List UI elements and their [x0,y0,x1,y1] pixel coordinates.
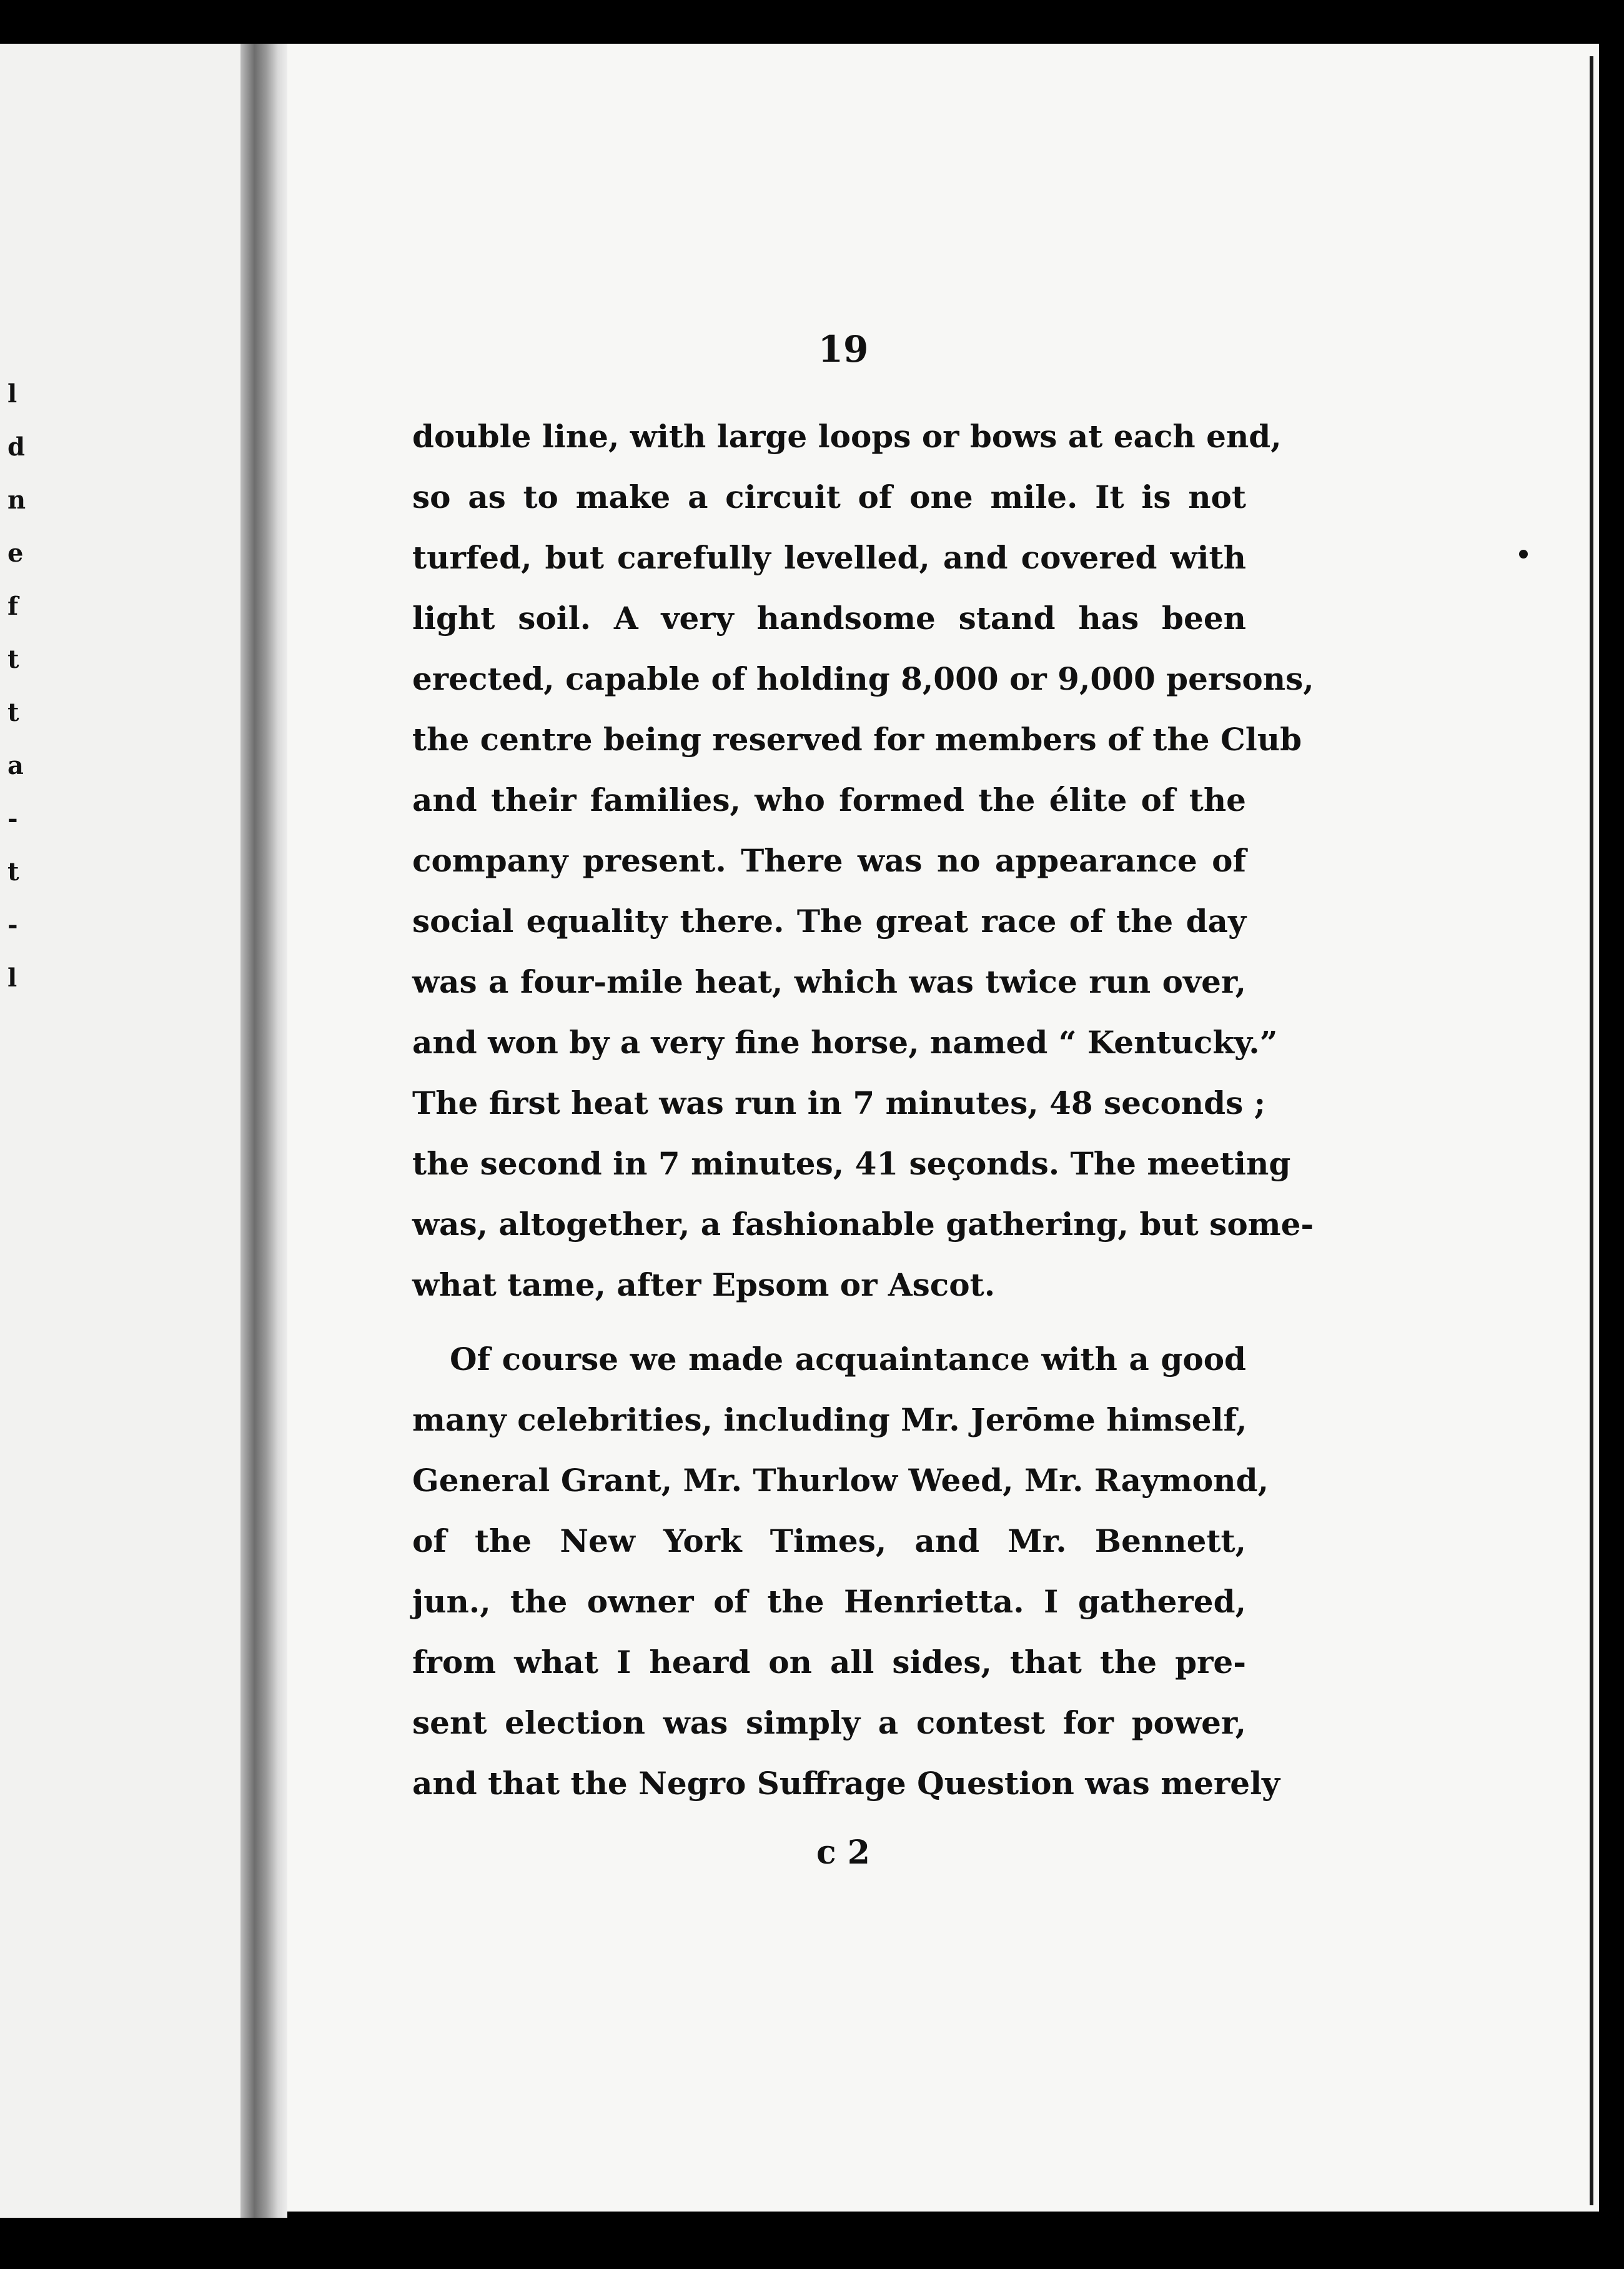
text-line: was, altogether, a fashionable gathering, but some- [412,1206,1314,1243]
text-line: The first heat was run in 7 minutes, 48 seconds ; [412,1085,1266,1121]
text-line: jun., the owner of the Henrietta. I gathered, [412,1583,1246,1620]
page-number: 19 [818,328,869,370]
margin-char: d [7,432,25,462]
text-line: so as to make a circuit of one mile. It is not [412,479,1246,515]
margin-char: l [7,963,17,993]
page-edge [1590,56,1593,2205]
text-line: light soil. A very handsome stand has been [412,600,1246,637]
margin-char: - [7,804,18,833]
paragraph [412,406,1314,1315]
margin-char: e [7,539,24,568]
text-line: what tame, after Epsom or Ascot. [412,1266,996,1303]
text-line: General Grant, Mr. Thurlow Weed, Mr. Raymond, [412,1462,1269,1499]
margin-char: a [7,751,24,780]
text-line: was a four-mile heat, which was twice run over, [412,963,1246,1000]
text-line: Of course we made acquaintance with a good [450,1341,1246,1378]
margin-char: f [7,592,19,621]
paragraph-gap [412,1315,1246,1329]
book-gutter [240,44,287,2218]
text-line: turfed, but carefully levelled, and covered with [412,539,1246,576]
text-line: many celebrities, including Mr. Jerōme himself, [412,1401,1247,1438]
left-page-cut-text [0,379,26,1637]
text-line: social equality there. The great race of the day [412,903,1246,940]
text-line: erected, capable of holding 8,000 or 9,000 persons, [412,660,1314,697]
margin-char: n [7,485,26,515]
margin-char: t [7,698,19,727]
ink-speck [1519,550,1528,559]
text-line: of the New York Times, and Mr. Bennett, [412,1522,1246,1559]
margin-char: t [7,857,19,886]
margin-char: l [7,379,17,409]
text-line: the centre being reserved for members of the Club [412,721,1302,758]
signature-mark: c 2 [816,1834,870,1872]
left-page [0,44,250,2218]
text-line: and their families, who formed the élite of the [412,782,1246,818]
text-line: and won by a very fine horse, named “ Kentucky.” [412,1024,1278,1061]
text-line: sent election was simply a contest for power, [412,1704,1246,1741]
text-line: the second in 7 minutes, 41 seçonds. The meeting [412,1145,1291,1182]
text-line: double line, with large loops or bows at each end, [412,418,1282,455]
margin-char: t [7,645,19,674]
text-line: from what I heard on all sides, that the pre- [412,1644,1246,1681]
margin-char: - [7,910,18,940]
text-line: and that the Negro Suffrage Question was merely [412,1765,1280,1802]
body-text [412,406,1314,1814]
paragraph [412,1329,1280,1814]
text-line: company present. There was no appearance of [412,842,1246,879]
